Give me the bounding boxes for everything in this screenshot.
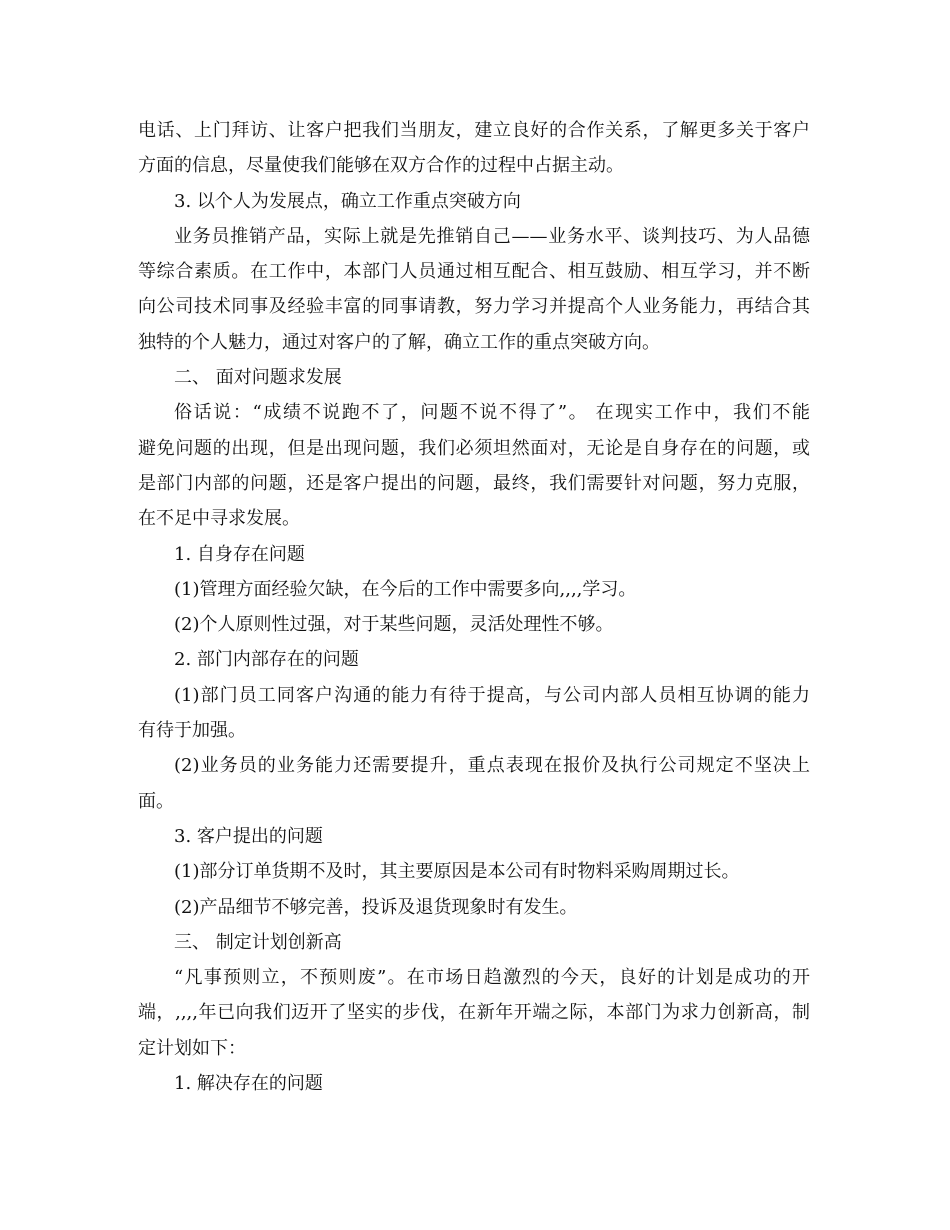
paragraph-line: 独特的个人魅力，通过对客户的了解，确立工作的重点突破方向。 bbox=[138, 331, 660, 353]
paragraph-line: 避免问题的出现，但是出现问题，我们必须坦然面对，无论是自身存在的问题，或 bbox=[138, 437, 810, 459]
list-item: (1)部分订单货期不及时，其主要原因是本公司有时物料采购周期过长。 bbox=[174, 861, 740, 883]
list-item: (2)业务员的业务能力还需要提升，重点表现在报价及执行公司规定不坚决上 bbox=[174, 755, 810, 777]
section-heading: 3. 客户提出的问题 bbox=[174, 825, 323, 847]
paragraph-line: 端，,,,,年已向我们迈开了坚实的步伐，在新年开端之际，本部门为求力创新高，制 bbox=[138, 1002, 810, 1024]
section-heading: 三、 制定计划创新高 bbox=[174, 931, 342, 953]
paragraph-line: 面。 bbox=[138, 790, 174, 812]
list-item: (1)部门员工同客户沟通的能力有待于提高，与公司内部人员相互协调的能力 bbox=[174, 684, 810, 706]
paragraph-line: 向公司技术同事及经验丰富的同事请教，努力学习并提高个人业务能力，再结合其 bbox=[138, 296, 810, 318]
paragraph-line: 是部门内部的问题，还是客户提出的问题，最终，我们需要针对问题，努力克服， bbox=[138, 472, 810, 494]
list-item: (2)产品细节不够完善，投诉及退货现象时有发生。 bbox=[174, 896, 578, 918]
paragraph-line: 电话、上门拜访、让客户把我们当朋友，建立良好的合作关系，了解更多关于客户 bbox=[138, 120, 810, 141]
section-heading: 1. 解决存在的问题 bbox=[174, 1073, 323, 1095]
list-item: (2)个人原则性过强，对于某些问题，灵活处理性不够。 bbox=[174, 614, 614, 636]
paragraph-line: 等综合素质。在工作中，本部门人员通过相互配合、相互鼓励、相互学习，并不断 bbox=[138, 261, 810, 283]
section-heading: 2. 部门内部存在的问题 bbox=[174, 649, 359, 671]
paragraph-line: 俗话说：“成绩不说跑不了，问题不说不得了”。 在现实工作中，我们不能 bbox=[174, 402, 810, 424]
section-heading: 3. 以个人为发展点，确立工作重点突破方向 bbox=[174, 190, 521, 212]
document-body bbox=[138, 113, 810, 1101]
section-heading: 二、 面对问题求发展 bbox=[174, 367, 342, 389]
section-heading: 1. 自身存在问题 bbox=[174, 543, 305, 565]
paragraph-line: 在不足中寻求发展。 bbox=[138, 508, 300, 530]
paragraph-line: 方面的信息，尽量使我们能够在双方合作的过程中占据主动。 bbox=[138, 155, 624, 177]
paragraph-line: 业务员推销产品，实际上就是先推销自己——业务水平、谈判技巧、为人品德 bbox=[174, 225, 810, 247]
paragraph-line: 有待于加强。 bbox=[138, 720, 246, 742]
paragraph-line: “凡事预则立，不预则废”。在市场日趋激烈的今天，良好的计划是成功的开 bbox=[174, 967, 810, 989]
paragraph-line: 定计划如下： bbox=[138, 1037, 246, 1059]
list-item: (1)管理方面经验欠缺，在今后的工作中需要多向,,,,学习。 bbox=[174, 578, 637, 600]
